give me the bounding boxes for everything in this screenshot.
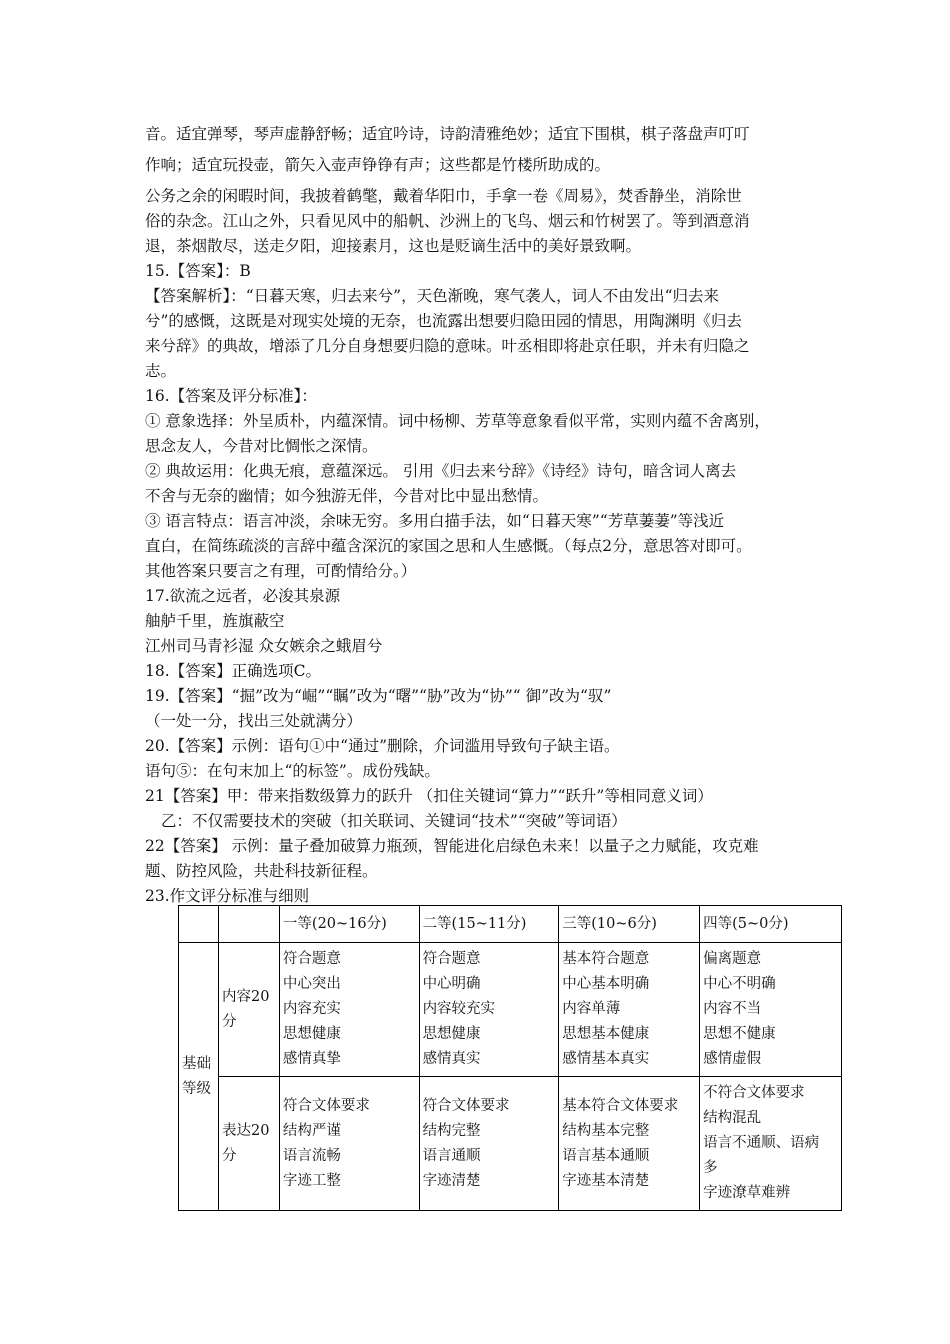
paragraph-line: 题、防控风险，共赴科技新征程。 — [145, 862, 378, 880]
expression-grade-3: 基本符合文体要求 结构基本完整 语言基本通顺 字迹基本清楚 — [559, 1077, 700, 1211]
paragraph-line: 直白，在简练疏淡的言辞中蕴含深沉的家国之思和人生感慨。（每点2分，意思答对即可。 — [145, 537, 752, 555]
question-15-answer: 15.【答案】：B — [145, 262, 251, 280]
paragraph-line: 不舍与无奈的幽情；如今独游无伴，今昔对比中显出愁情。 — [145, 487, 549, 505]
content-label: 内容20 分 — [218, 943, 279, 1077]
expression-grade-2: 符合文体要求 结构完整 语言通顺 字迹清楚 — [419, 1077, 559, 1211]
question-15-analysis: 【答案解析】：“日暮天寒，归去来兮”，天色渐晚，寒气袭人，词人不由发出“归去来 — [145, 287, 720, 305]
question-20-answer: 20.【答案】示例：语句①中“通过”删除，介词滥用导致句子缺主语。 — [145, 737, 620, 755]
question-23-header: 23.作文评分标准与细则 — [145, 887, 310, 905]
paragraph-line: 思念友人，今昔对比惆怅之深情。 — [145, 437, 378, 455]
content-grade-3: 基本符合题意 中心基本明确 内容单薄 思想基本健康 感情基本真实 — [559, 943, 700, 1077]
grade-4-header: 四等(5~0分) — [700, 906, 842, 943]
paragraph-line: 公务之余的闲暇时间，我披着鹤氅，戴着华阳巾，手拿一卷《周易》，焚香静坐，消除世 — [145, 187, 742, 205]
table-header-row — [179, 906, 842, 943]
paragraph-line: 乙：不仅需要技术的突破（扣关联词、关键词“技术”“突破”等词语） — [161, 812, 627, 830]
paragraph-line: 其他答案只要言之有理，可酌情给分。） — [145, 562, 417, 580]
question-21-answer: 21【答案】甲：带来指数级算力的跃升 （扣住关键词“算力”“跃升”等相同意义词） — [145, 787, 713, 805]
expression-grade-1: 符合文体要求 结构严谨 语言流畅 字迹工整 — [279, 1077, 419, 1211]
paragraph-line: 舳舻千里，旌旗蔽空 — [145, 612, 285, 630]
grade-2-header: 二等(15~11分) — [419, 906, 559, 943]
table-row — [179, 1077, 842, 1211]
question-19-answer: 19.【答案】“掘”改为“崛”“瞩”改为“曙”“胁”改为“协”“ 御”改为“驭” — [145, 687, 612, 705]
paragraph-line: 语句⑤：在句末加上“的标签”。成份残缺。 — [145, 762, 440, 780]
paragraph-line: 作响；适宜玩投壶，箭矢入壶声铮铮有声；这些都是竹楼所助成的。 — [145, 156, 611, 174]
question-18-answer: 18.【答案】正确选项C。 — [145, 662, 322, 680]
paragraph-line: 志。 — [145, 362, 177, 380]
paragraph-line: 俗的杂念。江山之外，只看见风中的船帆、沙洲上的飞鸟、烟云和竹树罢了。等到酒意消 — [145, 212, 750, 230]
answer-text — [145, 122, 835, 909]
paragraph-line: 音。适宜弹琴，琴声虚静舒畅；适宜吟诗，诗韵清雅绝妙；适宜下围棋，棋子落盘声叮叮 — [145, 125, 750, 143]
table-row — [179, 943, 842, 1077]
grade-3-header: 三等(10~6分) — [559, 906, 700, 943]
paragraph-line: 兮”的感慨，这既是对现实处境的无奈，也流露出想要归隐田园的情思，用陶渊明《归去 — [145, 312, 742, 330]
essay-grading-table — [178, 905, 842, 1211]
paragraph-line: 退，茶烟散尽，送走夕阳，迎接素月，这也是贬谪生活中的美好景致啊。 — [145, 237, 642, 255]
basic-grade-label: 基础 等级 — [179, 943, 219, 1211]
expression-grade-4: 不符合文体要求 结构混乱 语言不通顺、语病 多 字迹潦草难辨 — [700, 1077, 842, 1211]
question-17-answer: 17.欲流之远者，必浚其泉源 — [145, 587, 341, 605]
content-grade-1: 符合题意 中心突出 内容充实 思想健康 感情真挚 — [279, 943, 419, 1077]
content-grade-4: 偏离题意 中心不明确 内容不当 思想不健康 感情虚假 — [700, 943, 842, 1077]
expression-label: 表达20 分 — [218, 1077, 279, 1211]
question-16-header: 16.【答案及评分标准】： — [145, 387, 317, 405]
content-grade-2: 符合题意 中心明确 内容较充实 思想健康 感情真实 — [419, 943, 559, 1077]
paragraph-line: 来兮辞》的典故，增添了几分自身想要归隐的意味。叶丞相即将赴京任职，并未有归隐之 — [145, 337, 750, 355]
paragraph-line: 江州司马青衫湿 众女嫉余之蛾眉兮 — [145, 637, 383, 655]
paragraph-line: （一处一分，找出三处就满分） — [145, 712, 363, 730]
grade-1-header: 一等(20~16分) — [279, 906, 419, 943]
paragraph-line: ③ 语言特点：语言冲淡，余味无穷。多用白描手法，如“日暮天寒”“芳草萋萋”等浅近 — [145, 512, 725, 530]
paragraph-line: ① 意象选择：外呈质朴，内蕴深情。词中杨柳、芳草等意象看似平常，实则内蕴不舍离别， — [145, 412, 770, 430]
paragraph-line: ② 典故运用：化典无痕，意蕴深远。 引用《归去来兮辞》《诗经》诗句，暗含词人离去 — [145, 462, 737, 480]
question-22-answer: 22【答案】 示例：量子叠加破算力瓶颈，智能进化启绿色未来！以量子之力赋能，攻克难 — [145, 837, 759, 855]
